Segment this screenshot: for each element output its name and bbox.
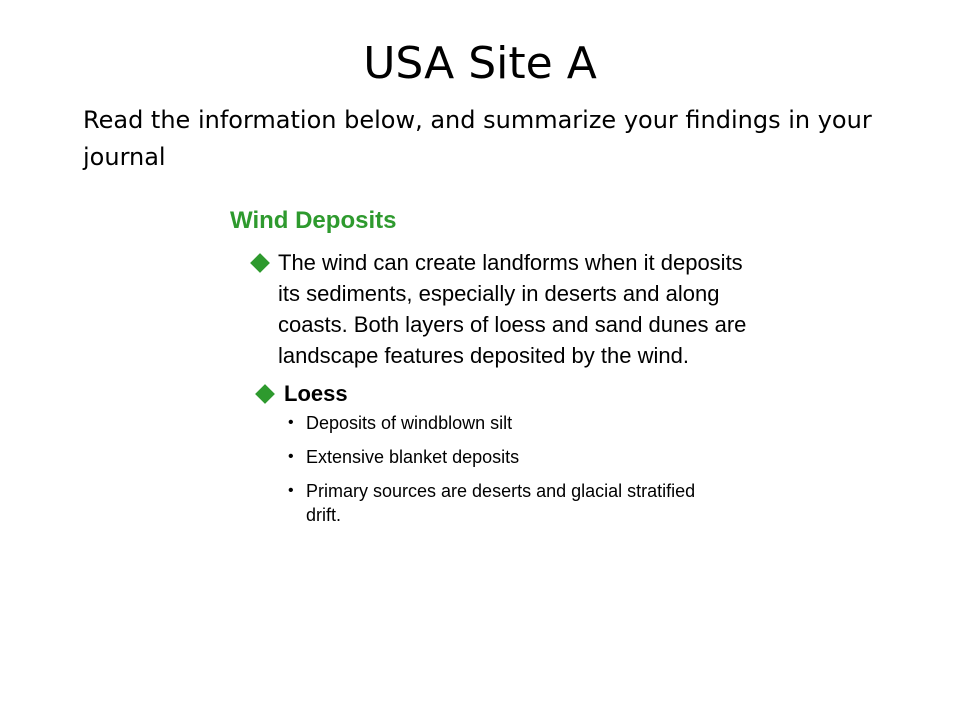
list-item-text: Extensive blanket deposits <box>306 447 520 467</box>
bullet-dot-icon: • <box>288 482 294 499</box>
list-item <box>286 411 726 435</box>
loess-subheading: Loess <box>284 381 348 406</box>
panel-heading: Wind Deposits <box>230 207 397 234</box>
diamond-bullet-icon <box>255 384 275 404</box>
loess-list <box>278 411 770 527</box>
bullet-dot-icon: • <box>288 448 294 465</box>
bullet-dot-icon: • <box>288 414 294 431</box>
loess-bullet <box>230 379 770 527</box>
paragraph-bullet <box>230 247 770 371</box>
description-paragraph: The wind can create landforms when it deposits its sediments, especially in deserts and along coasts. Both layers of loess and sand dunes are landscape features deposited by the wind. <box>278 250 747 368</box>
instructions-text: Read the information below, and summarize your findings in your journal <box>83 106 872 171</box>
diamond-bullet-icon <box>250 253 270 273</box>
list-item <box>286 479 726 527</box>
list-item-text: Deposits of windblown silt <box>306 413 513 433</box>
wind-deposits-panel <box>230 205 770 537</box>
slide-title: USA Site A <box>363 38 597 89</box>
list-item <box>286 445 726 469</box>
list-item-text: Primary sources are deserts and glacial stratified drift. <box>306 481 696 525</box>
